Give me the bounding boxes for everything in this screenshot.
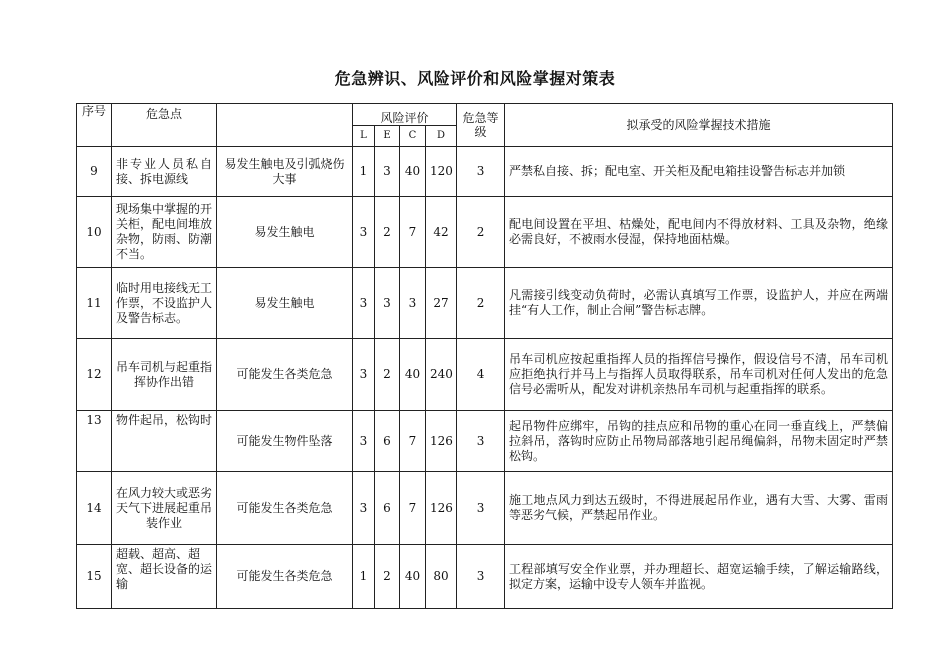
row-hazard: 吊车司机与起重指挥协作出错 [112, 339, 217, 411]
row-E: 2 [375, 545, 400, 609]
risk-table [76, 103, 893, 609]
row-measure: 工程部填写安全作业票，并办理超长、超宽运输手续，了解运输路线，拟定方案，运输中设专人领车并监视。 [505, 545, 893, 609]
row-L: 3 [353, 411, 375, 472]
row-D: 120 [426, 147, 457, 197]
row-seq: 12 [77, 339, 112, 411]
table-row [77, 197, 893, 268]
row-L: 1 [353, 545, 375, 609]
header-seq: 序号 [77, 104, 112, 147]
row-level: 3 [457, 545, 505, 609]
header-hazard: 危急点 [112, 104, 217, 147]
row-C: 7 [400, 197, 426, 268]
table-row [77, 545, 893, 609]
header-consequence [217, 104, 353, 147]
row-E: 6 [375, 472, 400, 545]
row-consequence: 易发生触电 [217, 197, 353, 268]
row-consequence: 易发生触电 [217, 268, 353, 339]
row-D: 27 [426, 268, 457, 339]
table-row [77, 147, 893, 197]
table-row [77, 268, 893, 339]
row-measure: 凡需接引线变动负荷时，必需认真填写工作票，设监护人，并应在两端挂“有人工作，制止合闸”警告标志牌。 [505, 268, 893, 339]
row-hazard: 在风力较大或恶劣天气下进展起重吊装作业 [112, 472, 217, 545]
row-E: 2 [375, 339, 400, 411]
row-L: 3 [353, 472, 375, 545]
row-level: 3 [457, 472, 505, 545]
row-level: 3 [457, 147, 505, 197]
row-C: 7 [400, 411, 426, 472]
header-E: E [375, 126, 400, 147]
row-L: 3 [353, 339, 375, 411]
row-hazard: 临时用电接线无工作票，不设监护人及警告标志。 [112, 268, 217, 339]
row-seq: 10 [77, 197, 112, 268]
row-measure: 起吊物件应绑牢，吊钩的挂点应和吊物的重心在同一垂直线上，严禁偏拉斜吊，落钩时应防止吊物局部落地引起吊绳偏斜，吊物未固定时严禁松钩。 [505, 411, 893, 472]
row-E: 6 [375, 411, 400, 472]
row-seq: 9 [77, 147, 112, 197]
header-measures: 拟承受的风险掌握技术措施 [505, 104, 893, 147]
row-L: 1 [353, 147, 375, 197]
row-measure: 配电间设置在平坦、枯燥处，配电间内不得放材料、工具及杂物，绝缘必需良好，不被雨水侵湿，保持地面枯燥。 [505, 197, 893, 268]
row-C: 40 [400, 545, 426, 609]
row-hazard: 物件起吊，松钩时 [112, 411, 217, 472]
header-D: D [426, 126, 457, 147]
row-D: 80 [426, 545, 457, 609]
row-level: 3 [457, 411, 505, 472]
header-C: C [400, 126, 426, 147]
row-level: 4 [457, 339, 505, 411]
row-seq: 11 [77, 268, 112, 339]
row-C: 7 [400, 472, 426, 545]
table-row [77, 472, 893, 545]
row-consequence: 可能发生各类危急 [217, 339, 353, 411]
row-measure: 严禁私自接、拆；配电室、开关柜及配电箱挂设警告标志并加锁 [505, 147, 893, 197]
header-L: L [353, 126, 375, 147]
row-measure: 吊车司机应按起重指挥人员的指挥信号操作，假设信号不清，吊车司机应拒绝执行并马上与指挥人员取得联系，吊车司机对任何人发出的危急信号必需听从，配发对讲机亲热吊车司机与起重指挥的联系。 [505, 339, 893, 411]
table-row [77, 339, 893, 411]
row-E: 3 [375, 147, 400, 197]
row-C: 40 [400, 339, 426, 411]
row-C: 3 [400, 268, 426, 339]
row-consequence: 可能发生各类危急 [217, 545, 353, 609]
row-seq: 13 [77, 411, 112, 472]
row-E: 2 [375, 197, 400, 268]
row-hazard: 超载、超高、超宽、超长设备的运输 [112, 545, 217, 609]
row-E: 3 [375, 268, 400, 339]
row-consequence: 可能发生物件坠落 [217, 411, 353, 472]
row-D: 42 [426, 197, 457, 268]
header-risk-eval: 风险评价 [353, 104, 457, 126]
header-row [77, 104, 893, 126]
row-L: 3 [353, 197, 375, 268]
row-seq: 15 [77, 545, 112, 609]
header-level: 危急等级 [457, 104, 505, 147]
page-title: 危急辨识、风险评价和风险掌握对策表 [334, 69, 616, 88]
row-seq: 14 [77, 472, 112, 545]
row-consequence: 可能发生各类危急 [217, 472, 353, 545]
row-level: 2 [457, 197, 505, 268]
table-row [77, 411, 893, 472]
row-D: 240 [426, 339, 457, 411]
row-L: 3 [353, 268, 375, 339]
row-C: 40 [400, 147, 426, 197]
row-level: 2 [457, 268, 505, 339]
row-hazard: 非专业人员私自接、拆电源线 [112, 147, 217, 197]
row-D: 126 [426, 411, 457, 472]
row-consequence: 易发生触电及引弧烧伤大事 [217, 147, 353, 197]
row-D: 126 [426, 472, 457, 545]
row-hazard: 现场集中掌握的开关柜，配电间堆放杂物，防雨、防潮不当。 [112, 197, 217, 268]
row-measure: 施工地点风力到达五级时，不得进展起吊作业，遇有大雪、大雾、雷雨等恶劣气候，严禁起吊作业。 [505, 472, 893, 545]
